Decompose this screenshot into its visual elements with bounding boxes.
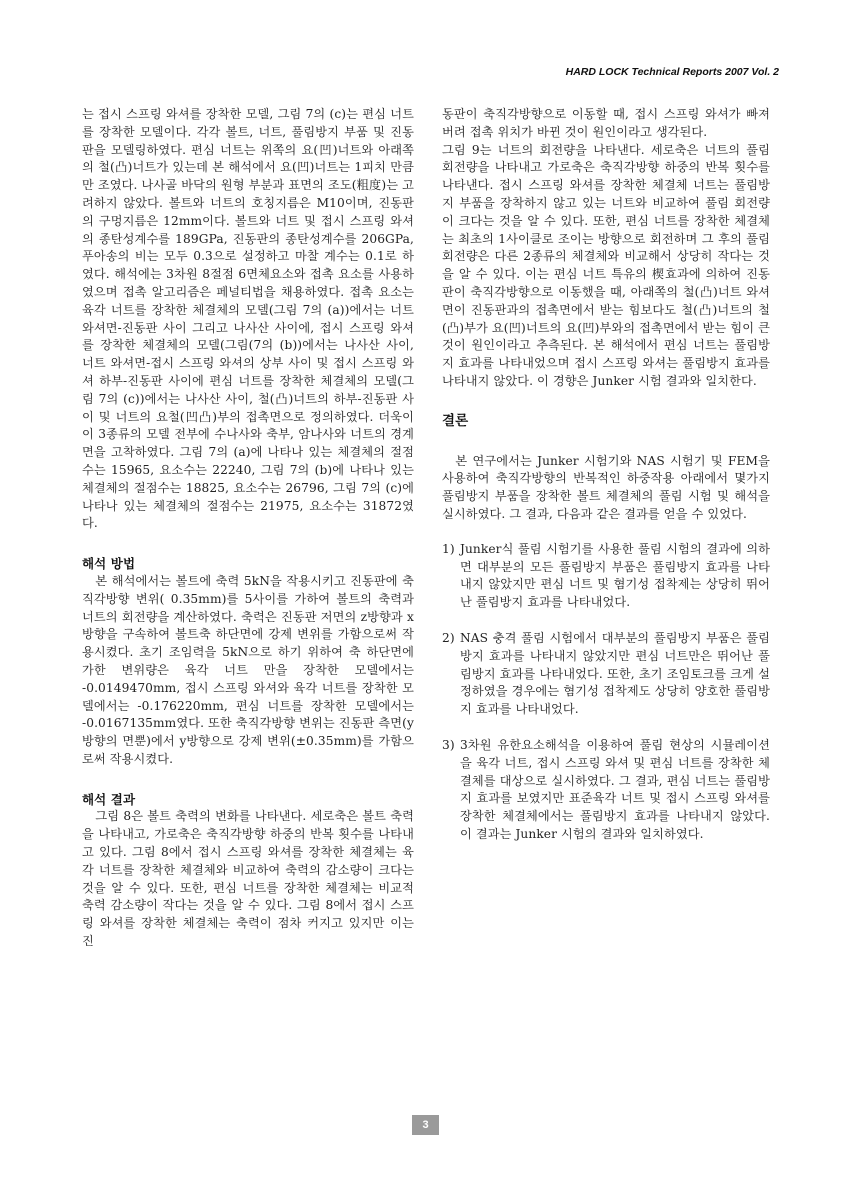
- list-item: [442, 630, 770, 719]
- list-item-number: 2): [442, 630, 455, 645]
- list-item-number: 1): [442, 541, 455, 556]
- results-heading: 해석 결과: [82, 791, 136, 807]
- page-number: 3: [412, 1115, 439, 1135]
- left-column: [82, 106, 414, 951]
- results-paragraph: 그림 8은 볼트 축력의 변화를 나타낸다. 세로축은 볼트 축력을 나타내고, 가로축은 축직각방향 하중의 반복 횟수를 나타내고 있다. 그림 8에서 접시 스프링 와셔를 장착한 체결체는 육각 너트를 장착한 체결체와 비교하여 축력의 감소량이 크다는 것을 알 수 있다. 또한, 편심 너트를 장착한 체결체는 비교적 축력 감소량이 작다는 것을 알 수 있다. 그림 8에서 접시 스프링 와셔를 장착한 체결체는 축력이 점차 커지고 있지만 이는 진: [82, 809, 414, 949]
- list-item-text: NAS 충격 풀림 시험에서 대부분의 풀림방지 부품은 풀림방지 효과를 나타내지 않았지만 편심 너트만은 뛰어난 풀림방지 효과를 나타내었다. 또한, 초기 조임토크를 크게 설정하였을 경우에는 혐기성 접착제도 상당히 양호한 풀림방지 효과를 나타내었다.: [460, 630, 770, 717]
- running-header: HARD LOCK Technical Reports 2007 Vol. 2: [565, 66, 779, 78]
- intro-paragraph: 는 접시 스프링 와셔를 장착한 모델, 그림 7의 (c)는 편심 너트를 장착한 모델이다. 각각 볼트, 너트, 풀림방지 부품 및 진동판을 모델링하였다. 편심 너트는 위쪽의 요(凹)너트와 아래쪽의 철(凸)너트가 있는데 본 해석에서 요(凹)너트는 1피치 만큼만 조였다. 나사골 바닥의 원형 부분과 표면의 조도(粗度)는 고려하지 않았다. 볼트와 너트의 호칭지름은 M10이며, 진동판의 구멍지름은 12mm이다. 볼트와 너트 및 접시 스프링 와셔의 종탄성계수를 189GPa, 진동판의 종탄성계수를 206GPa, 푸아송의 비는 모두 0.3으로 설정하고 마찰 계수는 0.1로 하였다. 해석에는 3차원 8절점 6면체요소와 접촉 요소를 사용하였으며 접촉 알고리즘은 페널티법을 채용하였다. 접촉 요소는 육각 너트를 장착한 체결체의 모델(그림 7의 (a))에서는 너트 와셔면-진동판 사이 그리고 나사산 사이에, 접시 스프링 와셔를 장착한 체결체의 모델(그림(7의 (b))에서는 나사산 사이, 너트 와셔면-접시 스프링 와셔의 상부 사이 및 접시 스프링 와셔 하부-진동판 사이에 편심 너트를 장착한 체결체의 모델(그림 7의 (c))에서는 나사산 사이, 철(凸)너트의 하부-진동판 사이 및 너트의 요철(凹凸)부의 접촉면으로 정의하였다. 더욱이 이 3종류의 모델 전부에 수나사와 축부, 암나사와 너트의 경계면을 고착하였다. 그림 7의 (a)에 나타나 있는 체결체의 절점수는 15965, 요소수는 22240, 그림 7의 (b)에 나타나 있는 체결체의 절점수는 18825, 요소수는 26796, 그림 7의 (c)에 나타나 있는 체결체의 절점수는 21975, 요소수는 31872였다.: [82, 107, 414, 531]
- right-column: [442, 106, 770, 862]
- list-item: [442, 541, 770, 612]
- method-paragraph: 본 해석에서는 볼트에 축력 5kN을 작용시키고 진동판에 축직각방향 변위( 0.35mm)를 5사이를 가하여 볼트의 축력과 너트의 회전량을 계산하였다. 축력은 진동판 저면의 z방향과 x방향을 구속하여 볼트축 하단면에 강제 변위를 가함으로써 작용시켰다. 초기 조임력을 5kN으로 하기 위하여 축 하단면에 가한 변위량은 육각 너트 만을 장착한 모델에서는 -0.0149470mm, 접시 스프링 와셔와 육각 너트를 장착한 모델에서는 -0.176220mm, 편심 너트를 장착한 모델에서는 -0.0167135mm였다. 또한 축직각방향 변위는 진동판 측면(y방향의 면뿐)에서 y방향으로 강제 변위(±0.35mm)를 가함으로써 작용시켰다.: [82, 573, 414, 766]
- list-item-text: Junker식 풀림 시험기를 사용한 풀림 시험의 결과에 의하면 대부분의 모든 풀림방지 부품은 풀림방지 효과를 나타내지 않았지만 편심 너트 및 혐기성 접착제는 상당히 뛰어난 풀림방지 효과를 나타내었다.: [460, 541, 770, 610]
- list-item-number: 3): [442, 737, 455, 752]
- list-item: [442, 737, 770, 844]
- continuation-paragraph: 동판이 축직각방향으로 이동할 때, 접시 스프링 와셔가 빠져버려 접촉 위치가 바뀐 것이 원인이라고 생각된다.: [442, 107, 770, 139]
- method-heading: 해석 방법: [82, 556, 136, 572]
- list-item-text: 3차원 유한요소해석을 이용하여 풀림 현상의 시뮬레이션을 육각 너트, 접시 스프링 와셔 및 편심 너트를 장착한 체결체를 대상으로 실시하였다. 그 결과, 편심 너트는 풀림방지 효과를 보였지만 표준육각 너트 및 접시 스프링 와셔를 장착한 체결체에서는 풀림방지 효과를 나타내지 않았다. 이 결과는 Junker 시험의 결과와 일치하였다.: [460, 737, 770, 841]
- conclusion-heading: 결론: [442, 412, 469, 429]
- fig9-paragraph: 그림 9는 너트의 회전량을 나타낸다. 세로축은 너트의 풀림 회전량을 나타내고 가로축은 축직각방향 하중의 반복 횟수를 나타낸다. 접시 스프링 와셔를 장착한 체결체 너트는 풀림방지 부품을 장착하지 않고 있는 너트와 비교하여 풀림 회전량이 크다는 것을 알 수 있다. 또한, 편심 너트를 장착한 체결체는 최초의 1사이클로 조이는 방향으로 회전하며 그 후의 풀림 회전량은 다른 2종류의 체결체와 비교해서 상당히 작다는 것을 알 수 있다. 이는 편심 너트 특유의 楔효과에 의하여 진동판이 축직각방향으로 이동했을 때, 아래쪽의 철(凸)너트 와셔면이 진동판과의 접촉면에서 받는 힘보다도 철(凸)너트의 철(凸)부가 요(凹)너트의 요(凹)부와의 접촉면에서 받는 힘이 큰 것이 원인이라고 추측된다. 본 해석에서 편심 너트는 풀림방지 효과를 나타내었으며 접시 스프링 와셔는 풀림방지 효과를 나타내지 않았다. 이 경향은 Junker 시험 결과와 일치한다.: [442, 142, 770, 388]
- conclusion-list: [442, 541, 770, 844]
- conclusion-intro: 본 연구에서는 Junker 시험기와 NAS 시험기 및 FEM을 사용하여 축직각방향의 반복적인 하중작용 아래에서 몇가지 풀림방지 부품을 장착한 볼트 체결체의 풀림 시험 및 해석을 실시하였다. 그 결과, 다음과 같은 결과를 얻을 수 있었다.: [442, 453, 770, 521]
